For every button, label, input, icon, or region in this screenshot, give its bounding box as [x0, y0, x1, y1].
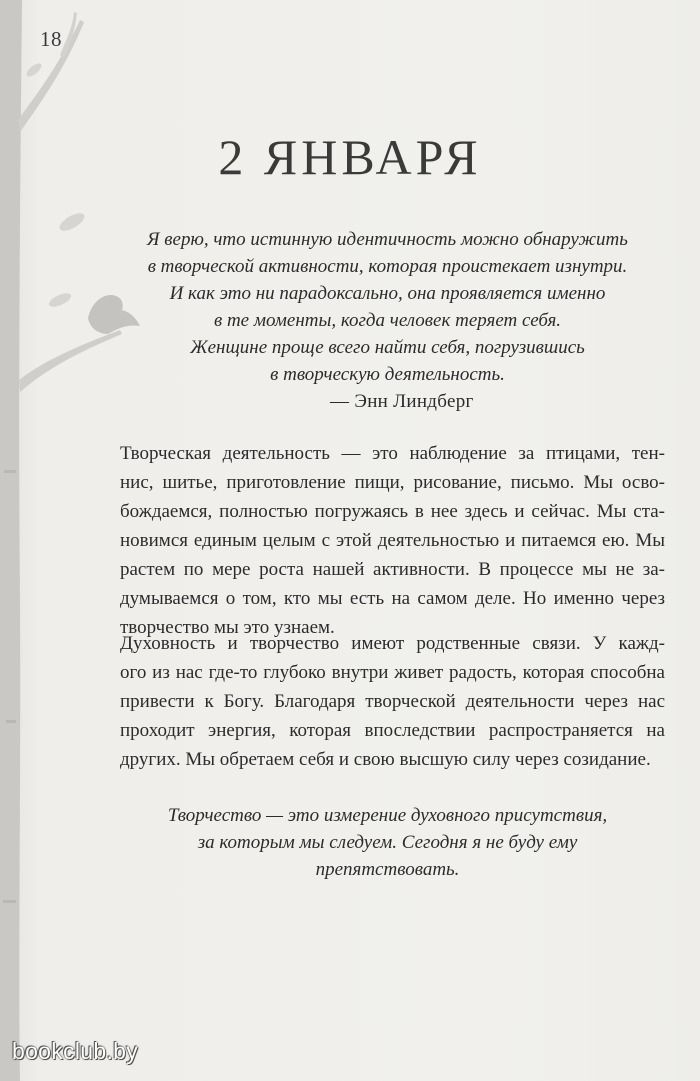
body-paragraph-1 — [120, 439, 665, 642]
epigraph-line: Женщине проще всего найти себя, погрузившись — [190, 337, 585, 358]
daily-affirmation — [90, 802, 685, 883]
epigraph-line: Я верю, что истинную идентичность можно обнаружить — [147, 229, 628, 250]
epigraph-line: в творческой активности, которая проистекает изнутри. — [147, 256, 628, 277]
paragraph-line: проходит энергия, которая впоследствии распространяется на — [120, 720, 665, 741]
epigraph-quote — [90, 226, 685, 388]
paragraph-line: бождаемся, полностью погружаясь в нее здесь и сейчас. Мы ста- — [120, 501, 665, 522]
paragraph-line: новимся единым целым с этой деятельностью и питаемся ею. Мы — [120, 530, 665, 551]
epigraph-line: И как это ни парадоксально, она проявляется именно — [169, 283, 606, 304]
page-number: 18 — [40, 27, 62, 51]
paragraph-line: ого из нас где-то глубоко внутри живет радость, которая способна — [120, 662, 665, 683]
epigraph-author: — Энн Линдберг — [330, 391, 474, 412]
paragraph-line: растем по мере роста нашей активности. В процессе мы не за- — [120, 559, 665, 580]
body-paragraph-2 — [120, 629, 665, 774]
site-watermark: bookclub.by — [12, 1038, 139, 1064]
epigraph-line: в те моменты, когда человек теряет себя. — [213, 310, 562, 331]
paragraph-line: Духовность и творчество имеют родственные связи. У кажд- — [120, 633, 665, 654]
affirmation-line: Творчество — это измерение духовного присутствия, — [167, 805, 608, 826]
affirmation-line: за которым мы следуем. Сегодня я не буду ему — [197, 832, 578, 853]
chapter-title: 2 ЯНВАРЯ — [218, 129, 482, 185]
paragraph-line: думываемся о том, кто мы есть на самом деле. Но именно через — [120, 588, 665, 609]
paragraph-line: творчество мы это узнаем. — [120, 617, 335, 638]
epigraph-line: в творческую деятельность. — [270, 364, 505, 385]
paragraph-line: нис, шитье, приготовление пищи, рисование, письмо. Мы осво- — [120, 472, 665, 493]
paragraph-line: других. Мы обретаем себя и свою высшую силу через созидание. — [120, 749, 651, 770]
paragraph-line: Творческая деятельность — это наблюдение за птицами, тен- — [120, 443, 665, 464]
affirmation-line: препятствовать. — [315, 859, 460, 880]
paragraph-line: привести к Богу. Благодаря творческой деятельности через нас — [120, 691, 665, 712]
